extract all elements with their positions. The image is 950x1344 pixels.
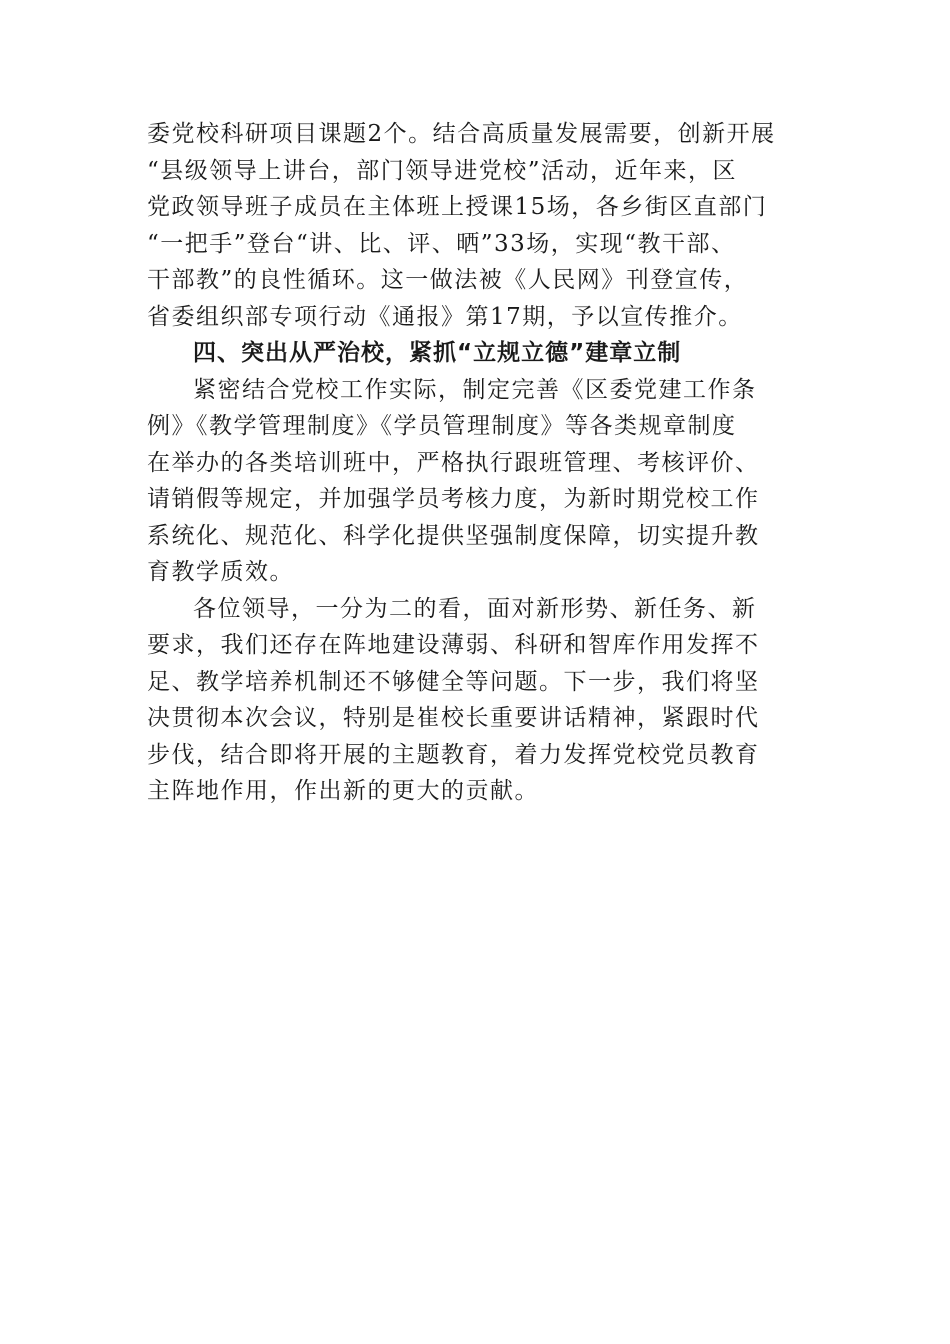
paragraph-rules-and-regulations <box>147 372 807 591</box>
text-line: 省委组织部专项行动《通报》第17期，予以宣传推介。 <box>147 303 743 330</box>
text-line: 党政领导班子成员在主体班上授课15场，各乡街区直部门 <box>147 194 768 220</box>
text-line: 例》《教学管理制度》《学员管理制度》等各类规章制度 <box>147 413 737 439</box>
text-line: 干部教”的良性循环。这一做法被《人民网》刊登宣传， <box>147 267 749 293</box>
text-line: “一把手”登台“讲、比、评、晒”33场，实现“教干部、 <box>147 230 736 257</box>
paragraph-research-and-lectures <box>147 116 807 335</box>
text-line: “县级领导上讲台，部门领导进党校”活动，近年来，区 <box>147 157 738 184</box>
text-line: 步伐，结合即将开展的主题教育，着力发挥党校党员教育 <box>147 741 760 768</box>
section-heading: 四、突出从严治校，紧抓“立规立德”建章立制 <box>193 340 682 366</box>
text-line: 紧密结合党校工作实际，制定完善《区委党建工作条 <box>193 376 757 403</box>
text-line: 各位领导，一分为二的看，面对新形势、新任务、新 <box>193 595 757 622</box>
text-line: 主阵地作用，作出新的更大的贡献。 <box>147 778 539 804</box>
text-line: 请销假等规定，并加强学员考核力度，为新时期党校工作 <box>147 486 760 512</box>
paragraph-conclusion <box>147 591 807 810</box>
text-line: 足、教学培养机制还不够健全等问题。下一步，我们将坚 <box>147 668 760 695</box>
text-line: 在举办的各类培训班中，严格执行跟班管理、考核评价、 <box>147 449 760 476</box>
document-body <box>147 116 807 810</box>
text-line: 要求，我们还存在阵地建设薄弱、科研和智库作用发挥不 <box>147 632 760 658</box>
text-line: 委党校科研项目课题2个。结合高质量发展需要，创新开展 <box>147 121 776 147</box>
text-line: 系统化、规范化、科学化提供坚强制度保障，切实提升教 <box>147 522 760 549</box>
text-line: 决贯彻本次会议，特别是崔校长重要讲话精神，紧跟时代 <box>147 705 760 731</box>
text-line: 育教学质效。 <box>147 559 294 585</box>
